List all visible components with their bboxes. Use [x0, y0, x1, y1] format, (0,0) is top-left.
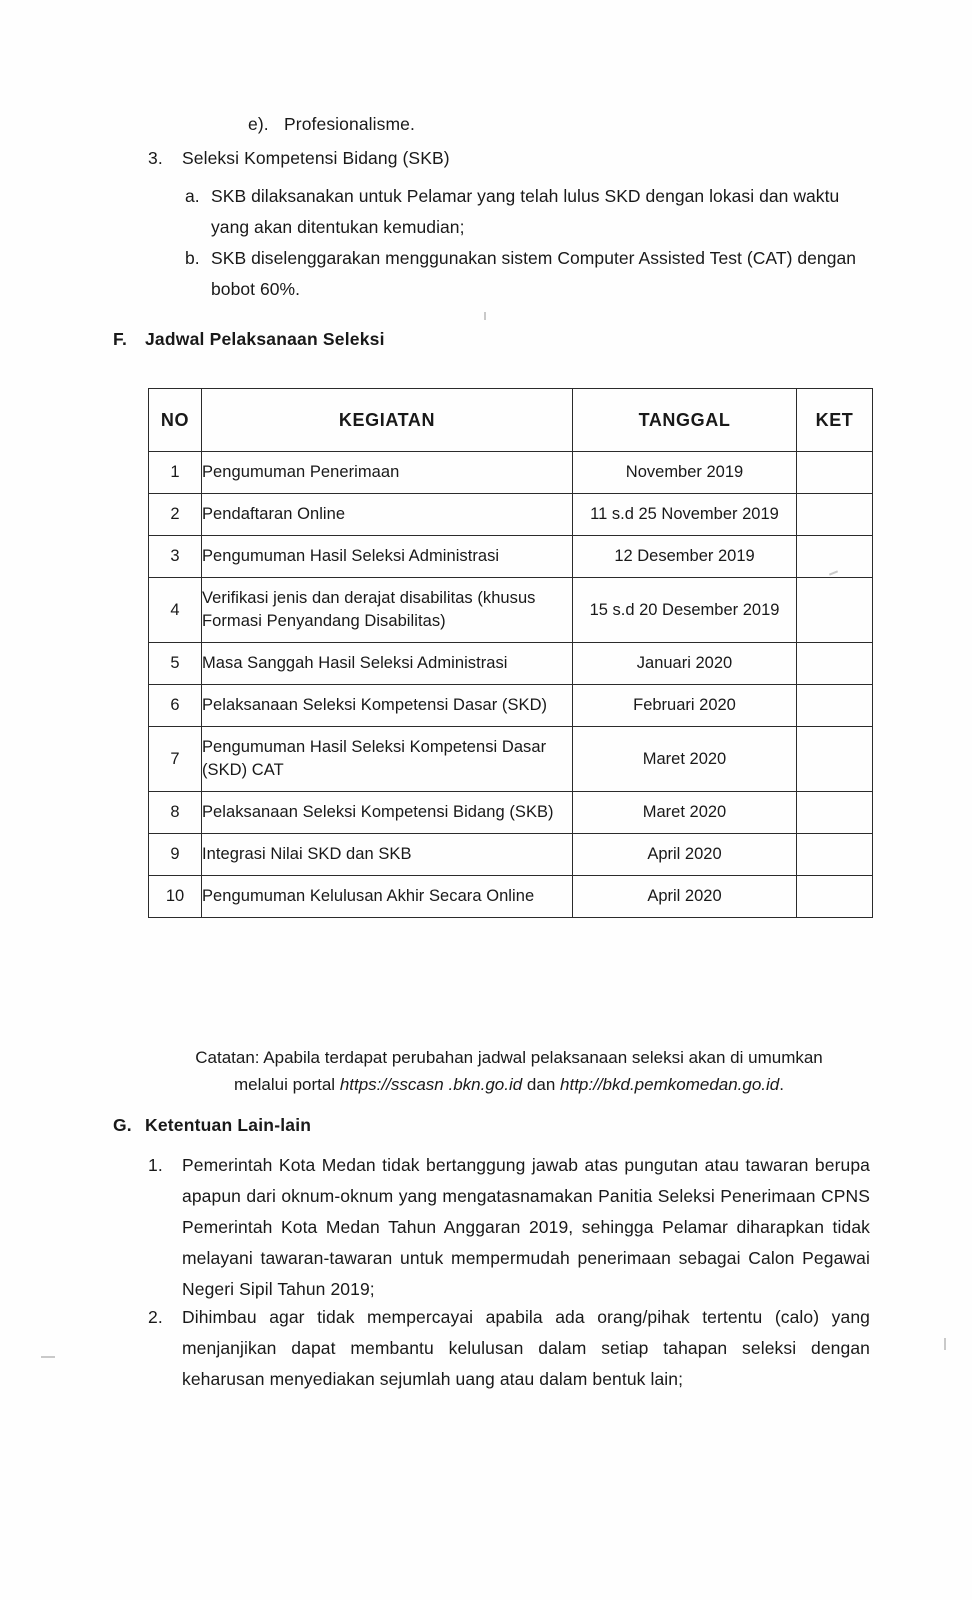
cell-tanggal: November 2019 [573, 452, 797, 494]
note-line-2 [148, 1071, 870, 1098]
table-row [149, 685, 873, 727]
column-header-ket: KET [797, 389, 873, 452]
list-item-g1 [148, 1150, 870, 1305]
cell-no: 5 [149, 643, 202, 685]
cell-kegiatan: Pendaftaran Online [202, 494, 573, 536]
table-row [149, 536, 873, 578]
list-marker-3a: a. [185, 186, 200, 206]
scan-speck [484, 312, 486, 320]
cell-tanggal: 12 Desember 2019 [573, 536, 797, 578]
cell-ket [797, 876, 873, 918]
list-text-3b: SKB diselenggarakan menggunakan sistem Computer Assisted Test (CAT) dengan bobot 60%. [211, 248, 857, 299]
list-text-3a: SKB dilaksanakan untuk Pelamar yang telah lulus SKD dengan lokasi dan waktu yang akan ditentukan kemudian; [211, 186, 840, 237]
list-item-g2 [148, 1302, 870, 1395]
table-row [149, 494, 873, 536]
list-marker-g1: 1. [148, 1155, 163, 1175]
list-marker-3b: b. [185, 248, 200, 268]
cell-tanggal: Januari 2020 [573, 643, 797, 685]
cell-ket [797, 643, 873, 685]
note-url-sscasn: https://sscasn .bkn.go.id [339, 1075, 523, 1094]
cell-ket [797, 727, 873, 792]
cell-ket [797, 452, 873, 494]
list-marker-g2: 2. [148, 1307, 163, 1327]
cell-tanggal: Februari 2020 [573, 685, 797, 727]
table-row [149, 452, 873, 494]
section-title-g: Ketentuan Lain-lain [145, 1115, 312, 1135]
cell-no: 10 [149, 876, 202, 918]
cell-kegiatan: Pengumuman Kelulusan Akhir Secara Online [202, 876, 573, 918]
cell-ket [797, 834, 873, 876]
section-marker-g: G. [113, 1115, 132, 1135]
scan-speck [41, 1356, 55, 1358]
cell-no: 2 [149, 494, 202, 536]
schedule-table [148, 388, 873, 918]
cell-kegiatan: Pengumuman Hasil Seleksi Administrasi [202, 536, 573, 578]
note-url-bkd: http://bkd.pemkomedan.go.id [560, 1075, 780, 1094]
cell-no: 1 [149, 452, 202, 494]
cell-tanggal: Maret 2020 [573, 792, 797, 834]
cell-no: 8 [149, 792, 202, 834]
cell-ket [797, 578, 873, 643]
list-item-3a [185, 181, 870, 243]
scan-speck [944, 1338, 946, 1350]
list-item-e [248, 109, 415, 139]
list-marker-3: 3. [148, 148, 163, 168]
note-suffix: . [779, 1075, 784, 1094]
cell-no: 3 [149, 536, 202, 578]
section-heading-g [113, 1115, 311, 1136]
cell-tanggal: 15 s.d 20 Desember 2019 [573, 578, 797, 643]
list-item-3b [185, 243, 870, 305]
cell-kegiatan: Pengumuman Penerimaan [202, 452, 573, 494]
cell-kegiatan: Verifikasi jenis dan derajat disabilitas (khusus Formasi Penyandang Disabilitas) [202, 578, 573, 643]
table-row [149, 792, 873, 834]
section-marker-f: F. [113, 329, 128, 349]
cell-no: 9 [149, 834, 202, 876]
column-header-tanggal: TANGGAL [573, 389, 797, 452]
list-item-3 [148, 143, 870, 173]
list-text-e: Profesionalisme. [284, 114, 415, 134]
cell-ket [797, 792, 873, 834]
note-conjunction: dan [522, 1075, 561, 1094]
cell-tanggal: April 2020 [573, 834, 797, 876]
cell-no: 7 [149, 727, 202, 792]
cell-kegiatan: Pengumuman Hasil Seleksi Kompetensi Dasar (SKD) CAT [202, 727, 573, 792]
cell-ket [797, 494, 873, 536]
section-title-f: Jadwal Pelaksanaan Seleksi [145, 329, 385, 349]
table-row [149, 643, 873, 685]
cell-kegiatan: Masa Sanggah Hasil Seleksi Administrasi [202, 643, 573, 685]
list-text-3: Seleksi Kompetensi Bidang (SKB) [182, 148, 450, 168]
note-line-1: Catatan: Apabila terdapat perubahan jadwal pelaksanaan seleksi akan di umumkan [195, 1048, 823, 1067]
column-header-no: NO [149, 389, 202, 452]
table-header-row [149, 389, 873, 452]
cell-tanggal: 11 s.d 25 November 2019 [573, 494, 797, 536]
table-row [149, 876, 873, 918]
column-header-kegiatan: KEGIATAN [202, 389, 573, 452]
table-note [148, 1044, 870, 1098]
table-row [149, 578, 873, 643]
table-row [149, 834, 873, 876]
cell-kegiatan: Pelaksanaan Seleksi Kompetensi Dasar (SKD) [202, 685, 573, 727]
cell-ket [797, 685, 873, 727]
cell-tanggal: April 2020 [573, 876, 797, 918]
list-text-g2: Dihimbau agar tidak mempercayai apabila ada orang/pihak tertentu (calo) yang menjanjikan dapat membantu kelulusan dalam setiap tahapan seleksi dengan keharusan menyediakan sejumlah uang atau dalam bentuk lain; [182, 1307, 870, 1389]
note-prefix: melalui portal [233, 1075, 340, 1094]
cell-kegiatan: Pelaksanaan Seleksi Kompetensi Bidang (SKB) [202, 792, 573, 834]
cell-no: 6 [149, 685, 202, 727]
list-text-g1: Pemerintah Kota Medan tidak bertanggung jawab atas pungutan atau tawaran berupa apapun dari oknum-oknum yang mengatasnamakan Panitia Seleksi Penerimaan CPNS Pemerintah Kota Medan Tahun Anggaran 2019, sehingga Pelamar diharapkan tidak melayani tawaran-tawaran untuk mempermudah penerimaan sebagai Calon Pegawai Negeri Sipil Tahun 2019; [182, 1155, 870, 1299]
cell-no: 4 [149, 578, 202, 643]
table-row [149, 727, 873, 792]
section-heading-f [113, 329, 385, 350]
list-marker-e: e). [248, 114, 269, 134]
cell-kegiatan: Integrasi Nilai SKD dan SKB [202, 834, 573, 876]
cell-tanggal: Maret 2020 [573, 727, 797, 792]
